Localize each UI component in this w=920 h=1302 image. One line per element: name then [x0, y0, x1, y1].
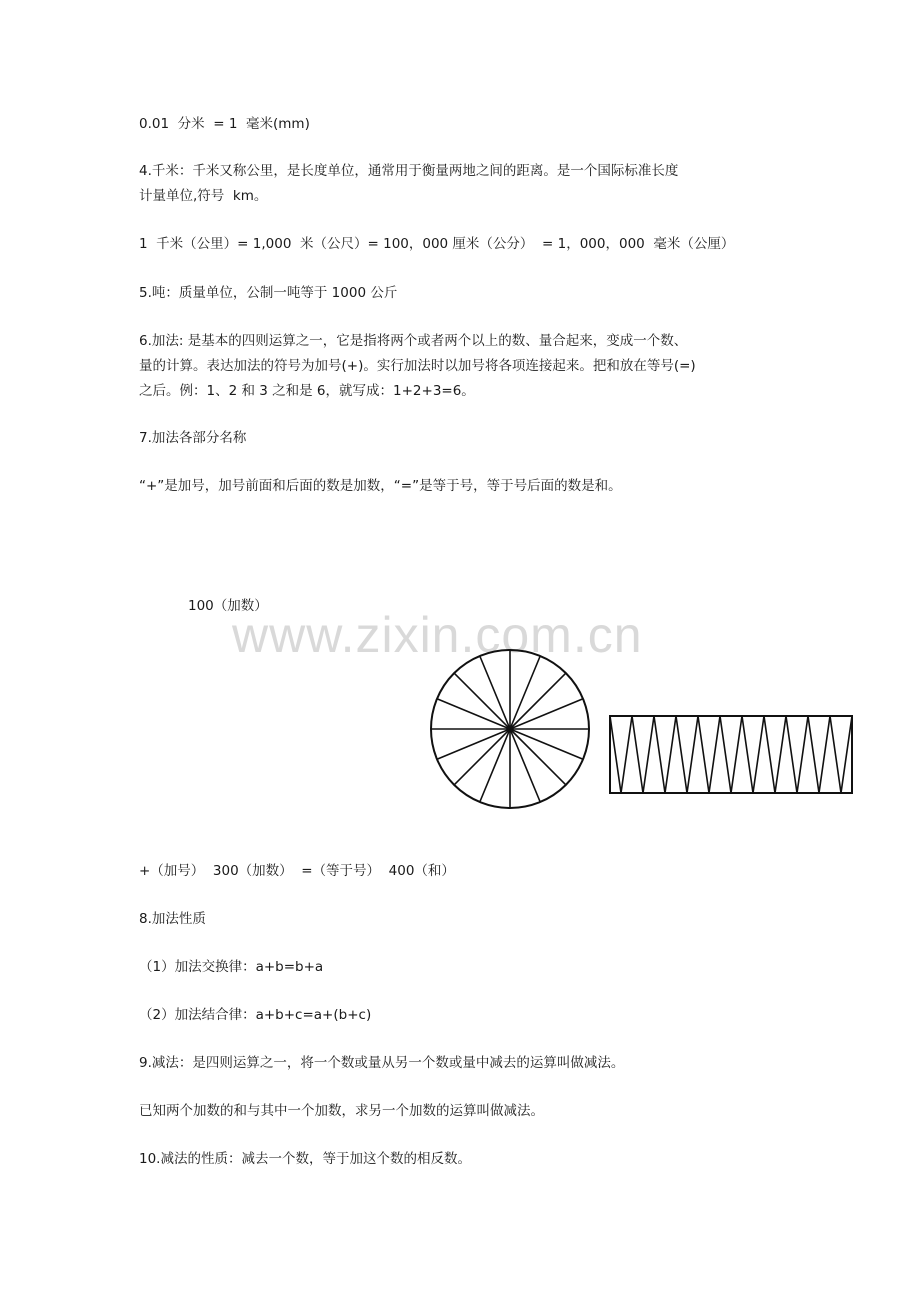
addend-label: 100（加数）	[188, 598, 268, 614]
text-line-6: 6.加法: 是基本的四则运算之一，它是指将两个或者两个以上的数、量合起来，变成一个数、	[139, 333, 688, 349]
text-line-16: 9.减法：是四则运算之一，将一个数或量从另一个数或量中减去的运算叫做减法。	[139, 1055, 625, 1071]
watermark: www.zixin.com.cn	[232, 607, 643, 663]
text-line-3: 计量单位,符号 km。	[139, 188, 268, 204]
text-line-4: 1 千米（公里）= 1,000 米（公尺）= 100，000 厘米（公分） = 1，000，000 毫米（公厘）	[139, 236, 735, 252]
wheel-figure	[431, 650, 589, 808]
text-line-18: 10.减法的性质：减去一个数，等于加这个数的相反数。	[139, 1151, 471, 1167]
text-line-9: 7.加法各部分名称	[139, 430, 247, 446]
text-line-10: “+”是加号，加号前面和后面的数是加数，“=”是等于号，等于号后面的数是和。	[139, 478, 622, 494]
wheel-spoke	[454, 673, 510, 729]
text-line-1: 0.01 分米 = 1 毫米(mm)	[139, 116, 310, 132]
wheel-spoke	[510, 729, 566, 785]
text-line-13: 8.加法性质	[139, 911, 206, 927]
zigzag-figure	[610, 716, 852, 793]
text-line-8: 之后。例：1、2 和 3 之和是 6，就写成：1+2+3=6。	[139, 383, 475, 399]
text-line-14: （1）加法交换律：a+b=b+a	[139, 959, 324, 975]
text-line-15: （2）加法结合律：a+b+c=a+(b+c)	[139, 1007, 372, 1023]
zigzag-frame	[610, 716, 852, 793]
text-line-5: 5.吨：质量单位，公制一吨等于 1000 公斤	[139, 285, 398, 301]
wheel-spoke	[510, 673, 566, 729]
text-line-17: 已知两个加数的和与其中一个加数，求另一个加数的运算叫做减法。	[139, 1103, 544, 1119]
text-line-12: +（加号） 300（加数） =（等于号） 400（和）	[139, 863, 455, 879]
wheel-spoke	[454, 729, 510, 785]
text-line-7: 量的计算。表达加法的符号为加号(+)。实行加法时以加号将各项连接起来。把和放在等号(=)	[139, 358, 696, 374]
text-line-2: 4.千米：千米又称公里，是长度单位，通常用于衡量两地之间的距离。是一个国际标准长度	[139, 163, 679, 179]
zigzag-line	[610, 716, 852, 793]
